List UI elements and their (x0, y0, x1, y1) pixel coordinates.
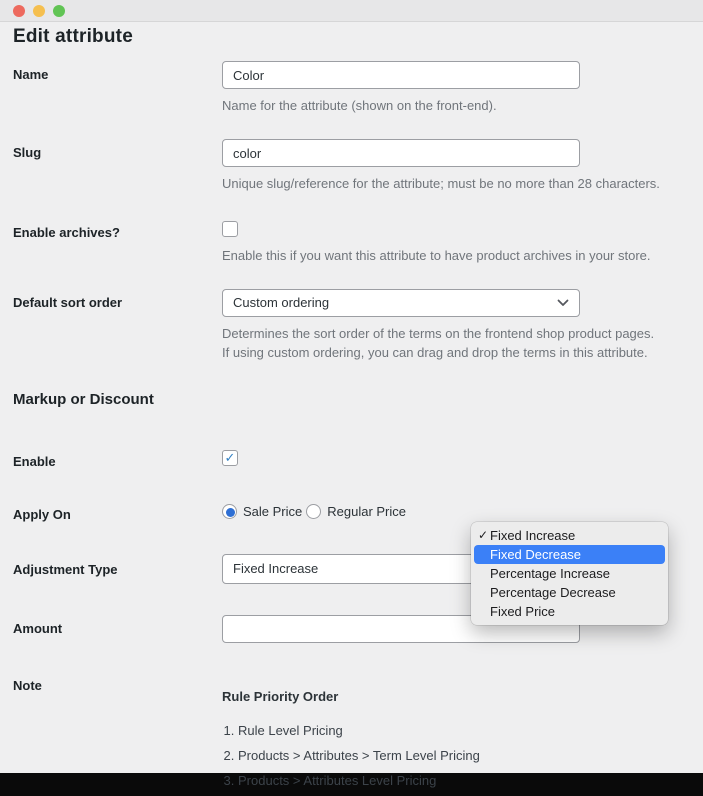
field-row-enable (13, 448, 703, 470)
dropdown-option-fixed-increase[interactable] (474, 526, 665, 545)
field-row-default-sort-order (13, 289, 703, 362)
sale-price-radio[interactable] (222, 504, 237, 519)
adjustment-type-value: Fixed Increase (233, 561, 319, 576)
section-title-markup-or-discount: Markup or Discount (13, 390, 154, 408)
window-titlebar (0, 0, 703, 22)
page-title: Edit attribute (13, 26, 133, 47)
adjustment-type-dropdown-menu (471, 522, 668, 625)
dropdown-option-label: Percentage Increase (490, 566, 610, 581)
default-sort-order-help-line1: Determines the sort order of the terms on the frontend shop product pages. (222, 325, 655, 341)
rule-priority-order-list (222, 721, 703, 790)
field-row-note (13, 675, 703, 796)
check-icon: ✓ (224, 450, 236, 465)
dropdown-option-label: Fixed Increase (490, 528, 576, 543)
name-label: Name (13, 67, 49, 82)
dropdown-option-label: Fixed Decrease (490, 547, 582, 562)
sale-price-radio-label[interactable]: Sale Price (243, 503, 303, 519)
dropdown-option-percentage-increase[interactable] (474, 564, 665, 583)
enable-label: Enable (13, 453, 56, 469)
enable-archives-label: Enable archives? (13, 225, 120, 240)
edit-attribute-form (0, 61, 703, 362)
default-sort-order-label: Default sort order (13, 294, 123, 310)
check-icon: ✓ (478, 528, 489, 542)
enable-archives-checkbox[interactable] (222, 221, 238, 237)
zoom-window-button[interactable] (53, 5, 65, 17)
default-sort-order-help-line2: If using custom ordering, you can drag and drop the terms in this attribute. (222, 344, 648, 360)
dropdown-option-label: Fixed Price (490, 604, 556, 619)
field-row-enable-archives (13, 219, 703, 265)
note-label: Note (13, 677, 42, 693)
regular-price-radio[interactable] (306, 504, 321, 519)
rule-priority-item: 2. Products > Attributes > Term Level Pricing (238, 746, 703, 765)
slug-input[interactable] (222, 139, 580, 167)
dropdown-option-percentage-decrease[interactable] (474, 583, 665, 602)
name-help-text: Name for the attribute (shown on the front-end). (222, 98, 497, 113)
dropdown-option-fixed-price[interactable] (474, 602, 665, 621)
rule-priority-item: 3. Products > Attributes Level Pricing (238, 771, 703, 790)
amount-label: Amount (13, 620, 63, 636)
rule-priority-order-heading: Rule Priority Order (222, 688, 339, 704)
field-row-name (13, 61, 703, 115)
apply-on-radio-group (222, 501, 703, 519)
dropdown-option-label: Percentage Decrease (490, 585, 616, 600)
slug-label: Slug (13, 145, 42, 160)
slug-help-text: Unique slug/reference for the attribute; must be no more than 28 characters. (222, 176, 660, 191)
regular-price-radio-label[interactable]: Regular Price (327, 503, 407, 519)
adjustment-type-label: Adjustment Type (13, 561, 118, 577)
minimize-window-button[interactable] (33, 5, 45, 17)
default-sort-order-value: Custom ordering (233, 295, 330, 310)
field-row-slug (13, 139, 703, 193)
field-row-apply-on (13, 501, 703, 523)
enable-checkbox[interactable] (222, 450, 238, 466)
name-input[interactable] (222, 61, 580, 89)
apply-on-label: Apply On (13, 506, 71, 522)
default-sort-order-select[interactable] (222, 289, 580, 317)
dropdown-option-fixed-decrease[interactable] (474, 545, 665, 564)
close-window-button[interactable] (13, 5, 25, 17)
rule-priority-item: 1. Rule Level Pricing (238, 721, 703, 740)
chevron-down-icon (557, 299, 569, 307)
enable-archives-help-text: Enable this if you want this attribute to have product archives in your store. (222, 247, 651, 263)
